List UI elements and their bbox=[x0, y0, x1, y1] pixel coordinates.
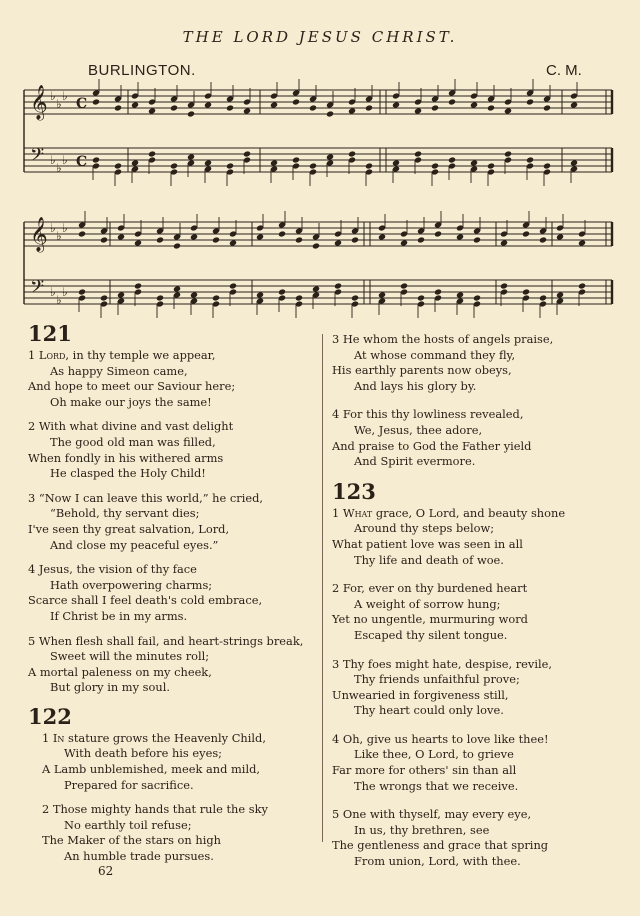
notehead bbox=[131, 159, 139, 166]
stanza-line: And hope to meet our Saviour here; bbox=[28, 379, 236, 394]
stanza-line: Hath overpowering charms; bbox=[50, 577, 213, 592]
notehead bbox=[295, 294, 303, 301]
stanza-line: “Behold, thy servant dies; bbox=[50, 506, 200, 521]
notehead bbox=[378, 291, 386, 298]
notehead bbox=[92, 156, 100, 163]
notehead bbox=[309, 104, 317, 111]
stanza-line: And Spirit evermore. bbox=[354, 454, 476, 469]
stanza-line: 2 For, ever on thy burdened heart bbox=[332, 581, 528, 596]
small-caps-word: In bbox=[52, 730, 65, 745]
score-notation bbox=[24, 79, 612, 318]
stanza-line: The wrongs that we receive. bbox=[354, 778, 519, 793]
notehead bbox=[400, 282, 408, 289]
notehead bbox=[570, 101, 578, 108]
notehead bbox=[278, 288, 286, 295]
stanza bbox=[26, 491, 321, 553]
stanza bbox=[330, 407, 620, 469]
notehead bbox=[456, 233, 464, 240]
stanza-line: Yet no ungentle, murmuring word bbox=[332, 612, 528, 627]
stanza-line: Like thee, O Lord, to grieve bbox=[354, 747, 514, 762]
notehead bbox=[326, 110, 334, 117]
stanza-line: The gentleness and grace that spring bbox=[332, 838, 549, 853]
stanza-line: What patient love was seen in all bbox=[332, 536, 523, 551]
flat-icon: ♭ bbox=[50, 153, 56, 167]
notehead bbox=[434, 230, 442, 237]
notehead bbox=[131, 101, 139, 108]
stanza-line: 4 Jesus, the vision of thy face bbox=[28, 562, 197, 577]
notehead bbox=[117, 291, 125, 298]
page-number: 62 bbox=[98, 864, 114, 878]
notehead bbox=[148, 150, 156, 157]
notehead bbox=[309, 162, 317, 169]
stanza-line: The Maker of the stars on high bbox=[42, 833, 221, 848]
stanza bbox=[330, 506, 620, 568]
flat-icon: ♭ bbox=[56, 161, 62, 175]
stanza bbox=[330, 581, 620, 643]
stanza-line: But glory in my soul. bbox=[50, 680, 170, 695]
tune-meter: C. M. bbox=[546, 62, 582, 79]
stanza bbox=[330, 732, 620, 794]
stanza-line: Thy heart could only love. bbox=[354, 703, 504, 718]
notehead bbox=[187, 153, 195, 160]
stanza-line: And close my peaceful eyes.” bbox=[50, 537, 219, 552]
stanza-line: We, Jesus, thee adore, bbox=[354, 422, 483, 437]
stanza-line: 1 In stature grows the Heavenly Child, bbox=[42, 730, 266, 745]
hymn-number: 121 bbox=[28, 321, 72, 346]
notehead bbox=[543, 162, 551, 169]
flat-icon: ♭ bbox=[56, 293, 62, 307]
hymn-122 bbox=[26, 705, 321, 865]
notehead bbox=[256, 291, 264, 298]
notehead bbox=[487, 104, 495, 111]
stanza bbox=[26, 634, 321, 696]
notehead bbox=[539, 236, 547, 243]
stanza-line: In us, thy brethren, see bbox=[354, 822, 490, 837]
notehead bbox=[504, 150, 512, 157]
flat-icon: ♭ bbox=[62, 285, 68, 299]
stanza-line: 2 With what divine and vast delight bbox=[28, 419, 234, 434]
notehead bbox=[392, 101, 400, 108]
notehead bbox=[212, 294, 220, 301]
stanza-line: Scarce shall I feel death's cold embrace, bbox=[28, 593, 263, 608]
notehead bbox=[212, 236, 220, 243]
notehead bbox=[173, 242, 181, 249]
notehead bbox=[526, 98, 534, 105]
flat-icon: ♭ bbox=[62, 221, 68, 235]
notehead bbox=[334, 282, 342, 289]
stanza-line: An humble trade pursues. bbox=[64, 849, 214, 864]
bass-clef-icon: 𝄢 bbox=[30, 145, 45, 170]
stanza-line: The good old man was filled, bbox=[50, 434, 216, 449]
notehead bbox=[100, 294, 108, 301]
stanza-line: And praise to God the Father yield bbox=[332, 438, 532, 453]
notehead bbox=[400, 239, 408, 246]
notehead bbox=[348, 107, 356, 114]
notehead bbox=[578, 239, 586, 246]
stanza bbox=[26, 562, 321, 624]
notehead bbox=[434, 288, 442, 295]
stanza bbox=[26, 419, 321, 481]
notehead bbox=[578, 282, 586, 289]
stanza-line: A Lamb unblemished, meek and mild, bbox=[42, 762, 261, 777]
notehead bbox=[114, 162, 122, 169]
music-score bbox=[0, 0, 640, 322]
stanza-line: Oh make our joys the same! bbox=[50, 394, 212, 409]
notehead bbox=[148, 107, 156, 114]
notehead bbox=[334, 239, 342, 246]
notehead bbox=[114, 104, 122, 111]
hymn-number: 122 bbox=[28, 703, 72, 729]
stanza-line: Around thy steps below; bbox=[354, 521, 495, 536]
stanza-line: 3 He whom the hosts of angels praise, bbox=[332, 332, 554, 346]
stanza-line: 3 Thy foes might hate, despise, revile, bbox=[332, 656, 553, 671]
notehead bbox=[365, 162, 373, 169]
stanza bbox=[330, 807, 620, 869]
notehead bbox=[170, 162, 178, 169]
flat-icon: ♭ bbox=[62, 89, 68, 103]
notehead bbox=[117, 233, 125, 240]
stanza-line: 3 “Now I can leave this world,” he cried, bbox=[28, 490, 263, 505]
stanza-line: 5 When flesh shall fail, and heart-strings break, bbox=[28, 633, 304, 648]
notehead bbox=[243, 107, 251, 114]
notehead bbox=[526, 156, 534, 163]
stanza-line: And lays his glory by. bbox=[354, 378, 477, 393]
stanza-line: 2 Those mighty hands that rule the sky bbox=[42, 802, 268, 817]
notehead bbox=[543, 104, 551, 111]
stanza-line: His earthly parents now obeys, bbox=[332, 363, 512, 378]
notehead bbox=[470, 159, 478, 166]
notehead bbox=[570, 159, 578, 166]
notehead bbox=[487, 162, 495, 169]
stanza-line: A weight of sorrow hung; bbox=[354, 596, 501, 611]
stanza-line: Sweet will the minutes roll; bbox=[50, 649, 210, 664]
stanza-line: A mortal paleness on my cheek, bbox=[28, 664, 212, 679]
flat-icon: ♭ bbox=[50, 285, 56, 299]
treble-clef-icon: 𝄞 bbox=[30, 217, 48, 252]
notehead bbox=[190, 291, 198, 298]
notehead bbox=[78, 288, 86, 295]
treble-clef-icon: 𝄞 bbox=[30, 85, 48, 120]
stanza-line: 4 Oh, give us hearts to love like thee! bbox=[332, 731, 549, 746]
notehead bbox=[448, 156, 456, 163]
notehead bbox=[270, 159, 278, 166]
notehead bbox=[473, 294, 481, 301]
notehead bbox=[522, 288, 530, 295]
flat-icon: ♭ bbox=[50, 89, 56, 103]
notehead bbox=[312, 242, 320, 249]
hymn-121 bbox=[26, 322, 321, 696]
tune-name: BURLINGTON. bbox=[88, 62, 196, 79]
flat-icon: ♭ bbox=[56, 97, 62, 111]
running-title: THE LORD JESUS CHRIST. bbox=[182, 28, 458, 46]
notehead bbox=[378, 233, 386, 240]
notehead bbox=[417, 236, 425, 243]
notehead bbox=[504, 107, 512, 114]
notehead bbox=[417, 294, 425, 301]
notehead bbox=[448, 98, 456, 105]
notehead bbox=[431, 162, 439, 169]
left-column bbox=[26, 322, 321, 874]
notehead bbox=[500, 282, 508, 289]
notehead bbox=[556, 233, 564, 240]
notehead bbox=[204, 101, 212, 108]
stanza-line: Far more for others' sin than all bbox=[332, 763, 517, 778]
notehead bbox=[500, 239, 508, 246]
column-divider bbox=[322, 334, 323, 842]
hymn-number: 123 bbox=[332, 478, 376, 504]
stanza-line: Thy life and death of woe. bbox=[354, 552, 504, 567]
notehead bbox=[134, 282, 142, 289]
bass-clef-icon: 𝄢 bbox=[30, 277, 45, 302]
notehead bbox=[226, 162, 234, 169]
notehead bbox=[292, 98, 300, 105]
small-caps-word: Lord, bbox=[38, 348, 70, 362]
stanza-line: When fondly in his withered arms bbox=[28, 450, 224, 465]
notehead bbox=[100, 236, 108, 243]
stanza bbox=[330, 657, 620, 719]
notehead bbox=[92, 98, 100, 105]
notehead bbox=[187, 110, 195, 117]
notehead bbox=[229, 239, 237, 246]
hymn-122-continued bbox=[330, 332, 620, 470]
stanza bbox=[330, 332, 620, 394]
notehead bbox=[312, 285, 320, 292]
notehead bbox=[348, 150, 356, 157]
notehead bbox=[522, 230, 530, 237]
notehead bbox=[431, 104, 439, 111]
notehead bbox=[173, 285, 181, 292]
stanza-line: With death before his eyes; bbox=[64, 746, 223, 761]
notehead bbox=[134, 239, 142, 246]
stanza-line: I've seen thy great salvation, Lord, bbox=[28, 521, 230, 536]
flat-icon: ♭ bbox=[56, 229, 62, 243]
notehead bbox=[351, 236, 359, 243]
notehead bbox=[456, 291, 464, 298]
stanza-line: Unwearied in forgiveness still, bbox=[332, 687, 509, 702]
notehead bbox=[270, 101, 278, 108]
notehead bbox=[78, 230, 86, 237]
notehead bbox=[278, 230, 286, 237]
small-caps-word: What bbox=[342, 505, 373, 520]
notehead bbox=[243, 150, 251, 157]
notehead bbox=[295, 236, 303, 243]
common-time-icon: C bbox=[76, 96, 88, 112]
notehead bbox=[392, 159, 400, 166]
flat-icon: ♭ bbox=[62, 153, 68, 167]
notehead bbox=[256, 233, 264, 240]
stanza-line: At whose command they fly, bbox=[354, 347, 516, 362]
notehead bbox=[204, 159, 212, 166]
stanza-line: As happy Simeon came, bbox=[50, 363, 188, 378]
stanza-line: From union, Lord, with thee. bbox=[354, 854, 521, 869]
notehead bbox=[539, 294, 547, 301]
flat-icon: ♭ bbox=[50, 221, 56, 235]
notehead bbox=[156, 294, 164, 301]
stanza-line: Prepared for sacrifice. bbox=[64, 777, 194, 792]
notehead bbox=[229, 282, 237, 289]
notehead bbox=[226, 104, 234, 111]
notehead bbox=[556, 291, 564, 298]
stanza bbox=[40, 802, 321, 864]
stanza-line: Escaped thy silent tongue. bbox=[354, 627, 508, 642]
notehead bbox=[156, 236, 164, 243]
notehead bbox=[351, 294, 359, 301]
stanza-line: No earthly toil refuse; bbox=[64, 817, 192, 832]
right-column bbox=[330, 332, 620, 879]
notehead bbox=[365, 104, 373, 111]
notehead bbox=[170, 104, 178, 111]
notehead bbox=[470, 101, 478, 108]
notehead bbox=[326, 153, 334, 160]
stanza-line: 1 What grace, O Lord, and beauty shone bbox=[332, 505, 566, 520]
stanza-line: 4 For this thy lowliness revealed, bbox=[332, 407, 524, 422]
stanza bbox=[40, 731, 321, 793]
notehead bbox=[473, 236, 481, 243]
hymn-123 bbox=[330, 480, 620, 870]
common-time-icon: C bbox=[76, 154, 88, 170]
stanza-line: He clasped the Holy Child! bbox=[50, 466, 206, 481]
stanza bbox=[26, 348, 321, 410]
stanza-line: 1 Lord, in thy temple we appear, bbox=[28, 348, 216, 362]
stanza-line: Thy friends unfaithful prove; bbox=[354, 672, 520, 687]
notehead bbox=[414, 107, 422, 114]
notehead bbox=[414, 150, 422, 157]
stanza-line: 5 One with thyself, may every eye, bbox=[332, 807, 532, 822]
notehead bbox=[292, 156, 300, 163]
stanza-line: If Christ be in my arms. bbox=[50, 608, 188, 623]
notehead bbox=[190, 233, 198, 240]
